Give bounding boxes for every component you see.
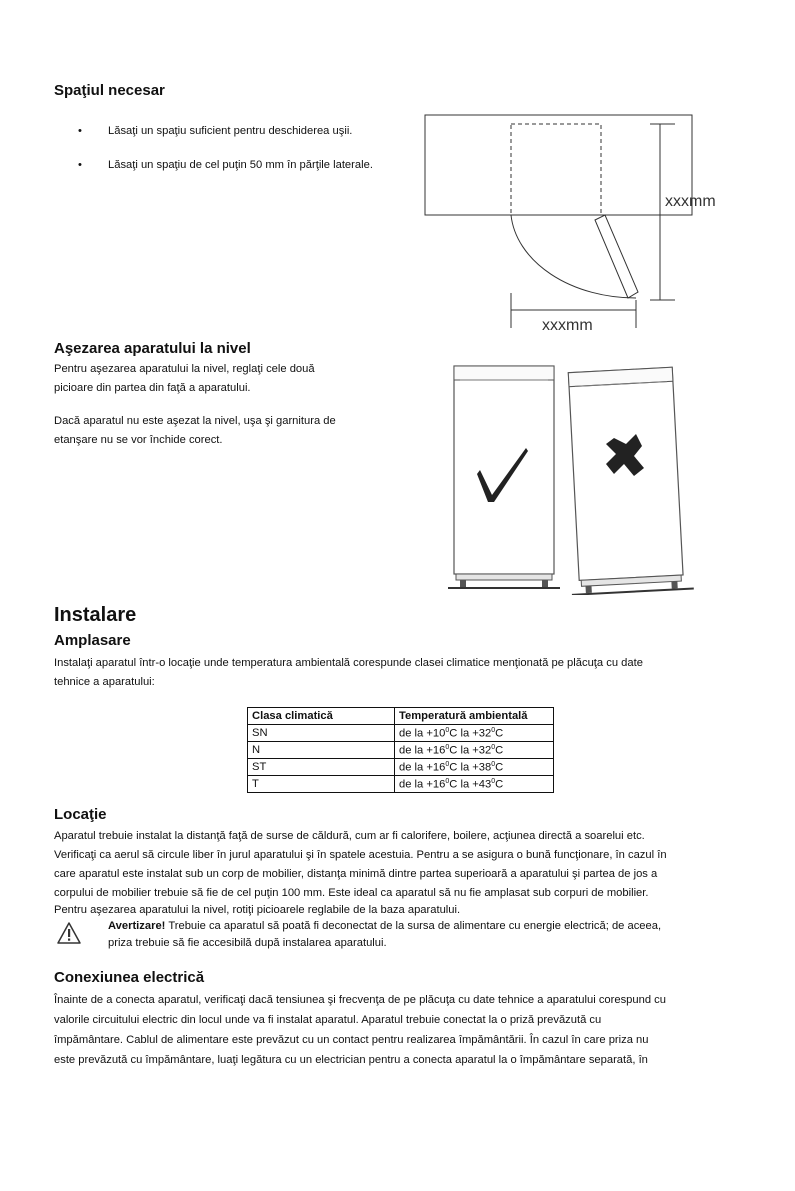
dim-label-vertical: xxxmm [665,193,716,210]
warning-triangle-icon [56,921,82,945]
level-paragraphs: Pentru aşezarea aparatului la nivel, reglaţi cele două picioare din partea din faţă a aparatului. Dacă aparatul nu este aşezat la nivel, uşa şi garnitura de etanşare nu se vor închide corect. [54,363,336,446]
table-row: T de la $+16^0C$ la $+43^0C$ [248,776,554,793]
fridge-top-outline [425,115,692,215]
section-heading-level: Aşezarea aparatului la nivel [54,340,251,357]
subheading-electric: Conexiunea electrică [54,969,205,986]
fridge-level-correct [448,366,560,588]
level-illustration [448,360,718,595]
open-door-shape [595,215,638,298]
subheading-placement: Amplasare [54,632,131,649]
table-row: ST de la $+16^0C$ la $+38^0C$ [248,759,554,776]
list-item: • Lăsaţi un spaţiu suficient pentru deschiderea uşii. [78,125,353,137]
placement-text: Instalaţi aparatul într-o locaţie unde temperatura ambientală corespunde clasei climatice menţionată pe plăcuţa cu date tehnice a aparatului: [54,657,643,688]
climate-class-table [247,707,554,793]
door-swing-arc [511,215,636,298]
section-heading-space: Spaţiul necesar [54,82,165,99]
warning-text: Avertizare! Trebuie ca aparatul să poată fi deconectat de la sursa de alimentare cu energie electrică; de aceea, priza trebuie să fie accesibilă după instalarea aparatului. [108,920,662,949]
table-row: SN de la $+10^0C$ la $+32^0C$ [248,725,554,742]
table-row: N de la $+16^0C$ la $+32^0C$ [248,742,554,759]
clearance-diagram [420,110,765,335]
location-text: Aparatul trebuie instalat la distanţă faţă de surse de căldură, cum ar fi calorifere, boilere, acţiunea directă a soarelui etc. Verificaţi ca aerul să circule liber în jurul aparatului şi în spatele acestuia. Pentru a se asigura o bună funcţionare, în cazul în care aparatul este instalat sub un corp de mobilier, distanţa minimă dintre partea superioară a aparatului şi partea de jos a corpului de mobilier trebuie să fie de cel puţin 100 mm. Este ideal ca aparatul să nu fie amplasat sub corpuri de mobilier. Pentru aşezarea aparatului la nivel, rotiţi picioarele reglabile de la baza aparatului. [54,830,667,916]
space-bullet-list [78,125,373,171]
dim-label-horizontal: xxxmm [542,317,593,334]
subheading-location: Locaţie [54,806,107,823]
electric-text: Înainte de a conecta aparatul, verificaţi dacă tensiunea şi frecvenţa de pe plăcuţa cu date tehnice a aparatului corespund cu valorile circuitului electric din locul unde va fi instalat aparatul. Aparatul trebuie conectat la o priză prevăzută cu împământare. Cablul de alimentare este prevăzut cu un contact pentru realizarea împământării. În cazul în care priza nu este prevăzută cu împământare, luaţi legătura cu un electrician pentru a conecta aparatul la o împământare separată, în [54,994,666,1066]
door-dashed-outline [511,124,601,215]
list-item: • Lăsaţi un spaţiu de cel puţin 50 mm în părţile laterale. [78,159,373,171]
fridge-level-incorrect [560,367,693,595]
section-heading-install: Instalare [54,604,137,626]
table-header-row: Clasa climatică Temperatură ambientală [248,708,554,725]
